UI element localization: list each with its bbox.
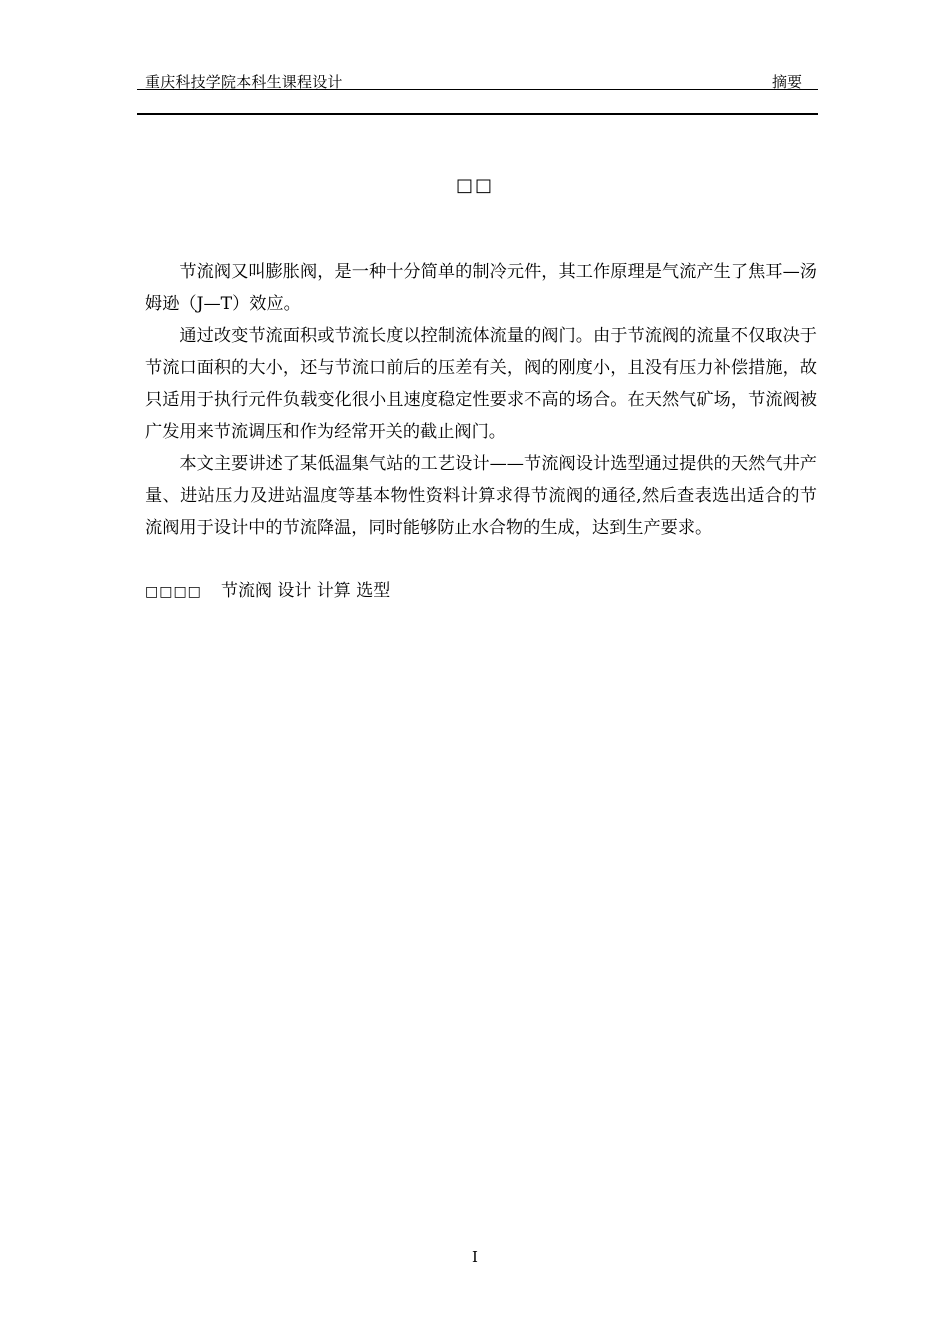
paragraph: 通过改变节流面积或节流长度以控制流体流量的阀门。由于节流阀的流量不仅取决于节流口面积的大小，还与节流口前后的压差有关，阀的刚度小，且没有压力补偿措施，故只适用于执行元件负载变化很小且速度稳定性要求不高的场合。在天然气矿场，节流阀被广发用来节流调压和作为经常开关的截止阀门。 xyxy=(145,326,817,442)
paragraph: 节流阀又叫膨胀阀，是一种十分简单的制冷元件，其工作原理是气流产生了焦耳—汤姆逊（J—T）效应。 xyxy=(145,262,817,314)
keywords-line xyxy=(145,575,390,608)
header-right-text: 摘要 xyxy=(772,73,803,91)
header-rule-thick xyxy=(137,113,818,115)
keywords-value: 节流阀 设计 计算 选型 xyxy=(221,581,391,601)
header-rule-thin xyxy=(137,89,818,90)
header-left-text: 重庆科技学院本科生课程设计 xyxy=(145,73,343,91)
abstract-body xyxy=(145,256,817,544)
page-number: I xyxy=(472,1248,478,1266)
page-title: □□ xyxy=(455,175,494,196)
paragraph: 本文主要讲述了某低温集气站的工艺设计——节流阀设计选型通过提供的天然气井产量、进站压力及进站温度等基本物性资料计算求得节流阀的通径,然后查表选出适合的节流阀用于设计中的节流降温，同时能够防止水合物的生成，达到生产要求。 xyxy=(145,454,817,538)
keywords-label: □□□□ xyxy=(145,584,202,600)
